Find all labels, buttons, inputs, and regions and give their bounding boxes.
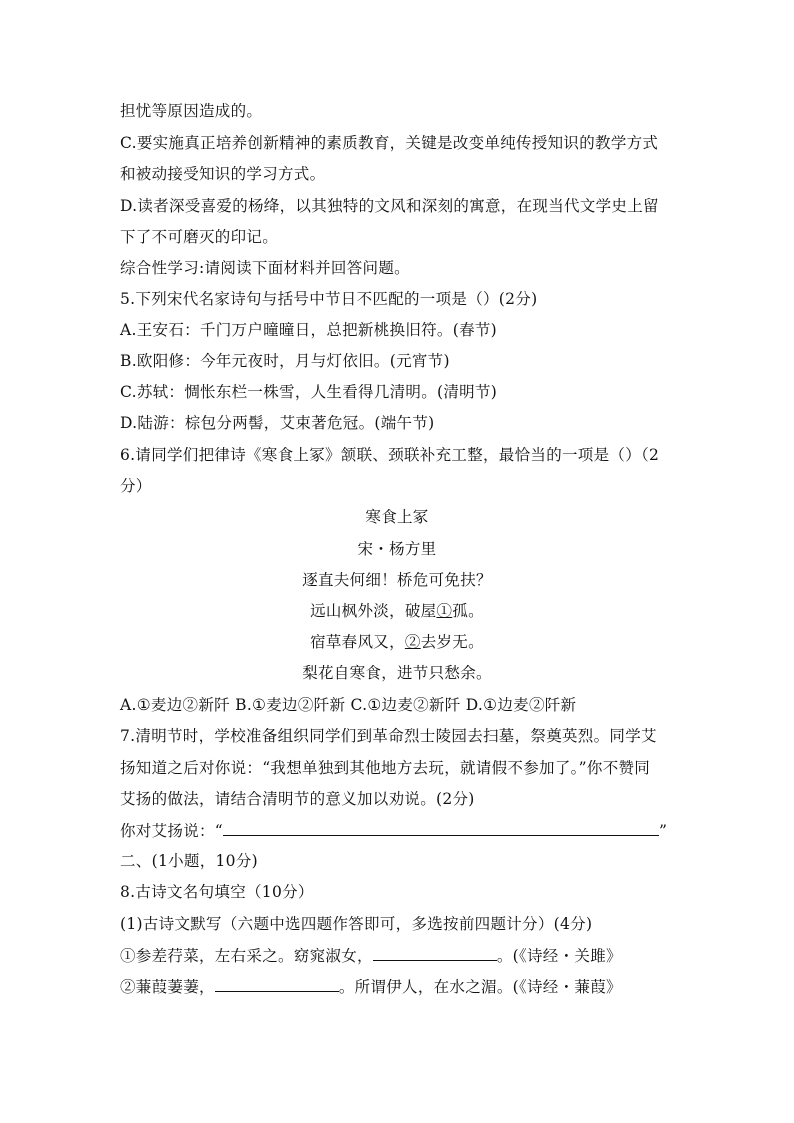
poem-line-1: 逐直夫何细！桥危可免扶？ [302, 571, 492, 589]
poem-line-2 [0, 601, 794, 621]
answer-blank[interactable] [223, 820, 659, 836]
text-line: 分） [120, 477, 152, 495]
text-line: 扬知道之后对你说：“我想单独到其他地方去玩，就请假不参加了。”你不赞同 [120, 759, 651, 777]
question-6: 6.请同学们把律诗《寒食上冢》颔联、颈联补充工整，最恰当的一项是（）（2 [120, 446, 660, 464]
text-line: 和被动接受知识的学习方式。 [120, 165, 326, 183]
fill-blank-2[interactable] [215, 976, 339, 992]
text-line: 综合性学习:请阅读下面材料并回答问题。 [120, 259, 410, 277]
option-a: A.王安石：千门万户曈曈日，总把新桃换旧符。(春节) [120, 321, 498, 339]
fill-text: ②蒹葭萋萋， [120, 978, 215, 996]
option-b: B.欧阳修：今年元夜时，月与灯依旧。(元宵节) [120, 352, 450, 370]
fill-line-2 [120, 976, 622, 997]
fill-text: 。(《诗经・关雎》 [496, 947, 622, 965]
fill-text: ①参差荇菜，左右采之。窈窕淑女， [120, 947, 373, 965]
poem-line-3 [0, 632, 794, 652]
option-d: D.陆游：棕包分两髻，艾束著危冠。(端午节) [120, 414, 435, 432]
blank-marker-1: ① [436, 602, 453, 620]
poem-text: 宿草春风又， [310, 633, 405, 651]
fill-text: 。所谓伊人，在水之湄。(《诗经・蒹葭》 [338, 978, 622, 996]
question-7: 7.清明节时，学校准备组织同学们到革命烈士陵园去扫墓，祭奠英烈。同学艾 [120, 727, 657, 745]
question-8: 8.古诗文名句填空（10分） [120, 883, 314, 901]
text-line: C.要实施真正培养创新精神的素质教育，关键是改变单纯传授知识的教学方式 [120, 134, 659, 152]
text-line: 艾扬的做法，请结合清明节的意义加以劝说。(2分) [120, 790, 475, 808]
section-heading: 二、(1小题，10分) [120, 852, 258, 870]
poem-line-4: 梨花自寒食，进节只愁余。 [302, 664, 492, 682]
poem-text: 孤。 [452, 602, 484, 620]
fill-blank-1[interactable] [373, 945, 497, 961]
text-line: 下了不可磨灭的印记。 [120, 228, 279, 246]
poem-title: 寒食上冢 [365, 508, 429, 526]
poem-text: 远山枫外淡，破屋 [310, 602, 437, 620]
question-8-1: (1)古诗文默写（六题中选四题作答即可，多选按前四题计分）(4分) [120, 915, 593, 933]
option-c: C.苏轼：惆怅东栏一株雪，人生看得几清明。(清明节) [120, 383, 498, 401]
text-line: D.读者深受喜爱的杨绛，以其独特的文风和深刻的寓意，在现当代文学史上留 [120, 197, 659, 215]
text-line: 担忧等原因造成的。 [120, 102, 263, 120]
blank-marker-2: ② [404, 633, 421, 651]
poem-author: 宋・杨方里 [357, 540, 437, 558]
answer-line [120, 820, 667, 841]
poem-text: 去岁无。 [420, 633, 484, 651]
answer-suffix: ” [659, 822, 668, 840]
question-6-options: A.①麦边②新阡 B.①麦边②阡新 C.①边麦②新阡 D.①边麦②阡新 [120, 696, 577, 714]
question-5: 5.下列宋代名家诗句与括号中节日不匹配的一项是（）(2分) [120, 290, 538, 308]
fill-line-1 [120, 945, 622, 966]
answer-prefix: 你对艾扬说：“ [120, 822, 224, 840]
